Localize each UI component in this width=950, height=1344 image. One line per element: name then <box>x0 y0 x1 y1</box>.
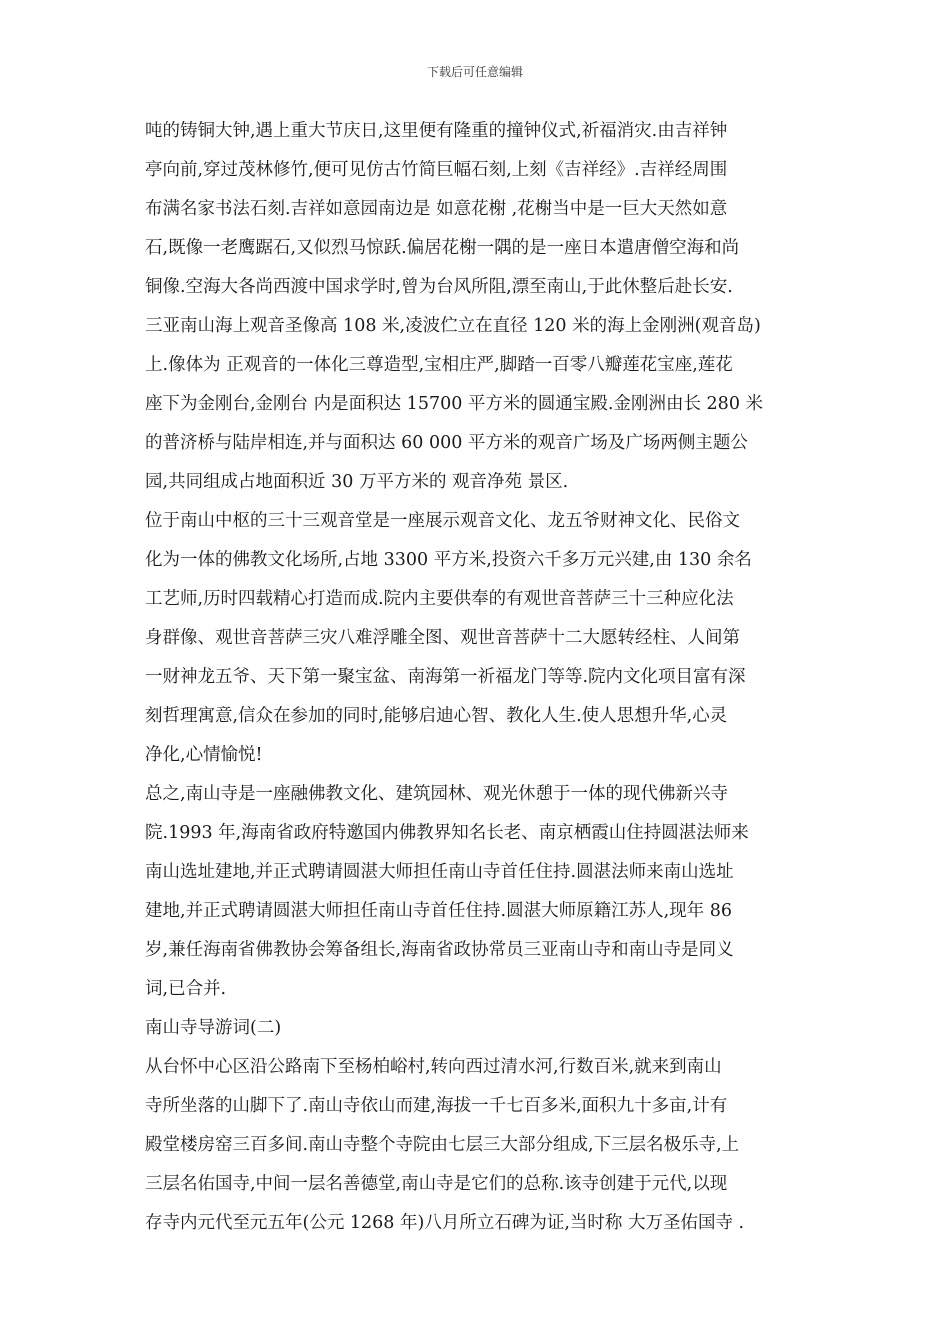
document-body <box>145 112 805 1243</box>
text-line: 从台怀中心区沿公路南下至杨柏峪村,转向西过清水河,行数百米,就来到南山 <box>145 1057 722 1077</box>
text-line: 身群像、观世音菩萨三灾八难浮雕全图、观世音菩萨十二大愿转经柱、人间第 <box>145 628 740 648</box>
text-line: 三层名佑国寺,中间一层名善德堂,南山寺是它们的总称.该寺创建于元代,以现 <box>145 1174 728 1194</box>
text-line: 布满名家书法石刻.吉祥如意园南边是 如意花榭 ,花榭当中是一巨大天然如意 <box>145 199 728 219</box>
text-line: 的普济桥与陆岸相连,并与面积达 60 000 平方米的观音广场及广场两侧主题公 <box>145 433 748 453</box>
text-line: 工艺师,历时四载精心打造而成.院内主要供奉的有观世音菩萨三十三种应化法 <box>145 589 734 609</box>
text-line: 建地,并正式聘请圆湛大师担任南山寺首任住持.圆湛大师原籍江苏人,现年 86 <box>145 901 733 921</box>
text-line: 园,共同组成占地面积近 30 万平方米的 观音净苑 景区. <box>145 472 569 492</box>
text-line: 座下为金刚台,金刚台 内是面积达 15700 平方米的圆通宝殿.金刚洲由长 280 米 <box>145 394 764 414</box>
text-line: 三亚南山海上观音圣像高 108 米,凌波伫立在直径 120 米的海上金刚洲(观音岛) <box>145 316 761 336</box>
text-line: 岁,兼任海南省佛教协会筹备组长,海南省政协常员三亚南山寺和南山寺是同义 <box>145 940 734 960</box>
text-line: 化为一体的佛教文化场所,占地 3300 平方米,投资六千多万元兴建,由 130 余名 <box>145 550 752 570</box>
text-line: 殿堂楼房窑三百多间.南山寺整个寺院由七层三大部分组成,下三层名极乐寺,上 <box>145 1135 740 1155</box>
text-line: 南山选址建地,并正式聘请圆湛大师担任南山寺首任住持.圆湛法师来南山选址 <box>145 862 734 882</box>
text-line: 上.像体为 正观音的一体化三尊造型,宝相庄严,脚踏一百零八瓣莲花宝座,莲花 <box>145 355 733 375</box>
text-line: 石,既像一老鹰踞石,又似烈马惊跃.偏居花榭一隅的是一座日本遣唐僧空海和尚 <box>145 238 740 258</box>
text-line: 寺所坐落的山脚下了.南山寺依山而建,海拔一千七百多米,面积九十多亩,计有 <box>145 1096 728 1116</box>
text-line: 总之,南山寺是一座融佛教文化、建筑园林、观光休憩于一体的现代佛新兴寺 <box>145 784 729 804</box>
text-line: 铜像.空海大各尚西渡中国求学时,曾为台风所阻,漂至南山,于此休整后赴长安. <box>145 277 733 297</box>
page-header: 下载后可任意编辑 <box>426 65 523 79</box>
text-line: 存寺内元代至元五年(公元 1268 年)八月所立石碑为证,当时称 大万圣佑国寺 . <box>145 1213 745 1233</box>
text-line: 南山寺导游词(二) <box>145 1018 282 1038</box>
text-line: 刻哲理寓意,信众在参加的同时,能够启迪心智、教化人生.使人思想升华,心灵 <box>145 706 728 726</box>
text-line: 词,已合并. <box>145 979 227 999</box>
text-line: 位于南山中枢的三十三观音堂是一座展示观音文化、龙五爷财神文化、民俗文 <box>145 511 740 531</box>
text-line: 一财神龙五爷、天下第一聚宝盆、南海第一祈福龙门等等.院内文化项目富有深 <box>145 667 746 687</box>
text-line: 亭向前,穿过茂林修竹,便可见仿古竹简巨幅石刻,上刻《吉祥经》.吉祥经周围 <box>145 160 728 180</box>
text-line: 净化,心情愉悦! <box>145 745 263 765</box>
text-line: 吨的铸铜大钟,遇上重大节庆日,这里便有隆重的撞钟仪式,祈福消灾.由吉祥钟 <box>145 121 728 141</box>
text-line: 院.1993 年,海南省政府特邀国内佛教界知名长老、南京栖霞山住持圆湛法师来 <box>145 823 749 843</box>
